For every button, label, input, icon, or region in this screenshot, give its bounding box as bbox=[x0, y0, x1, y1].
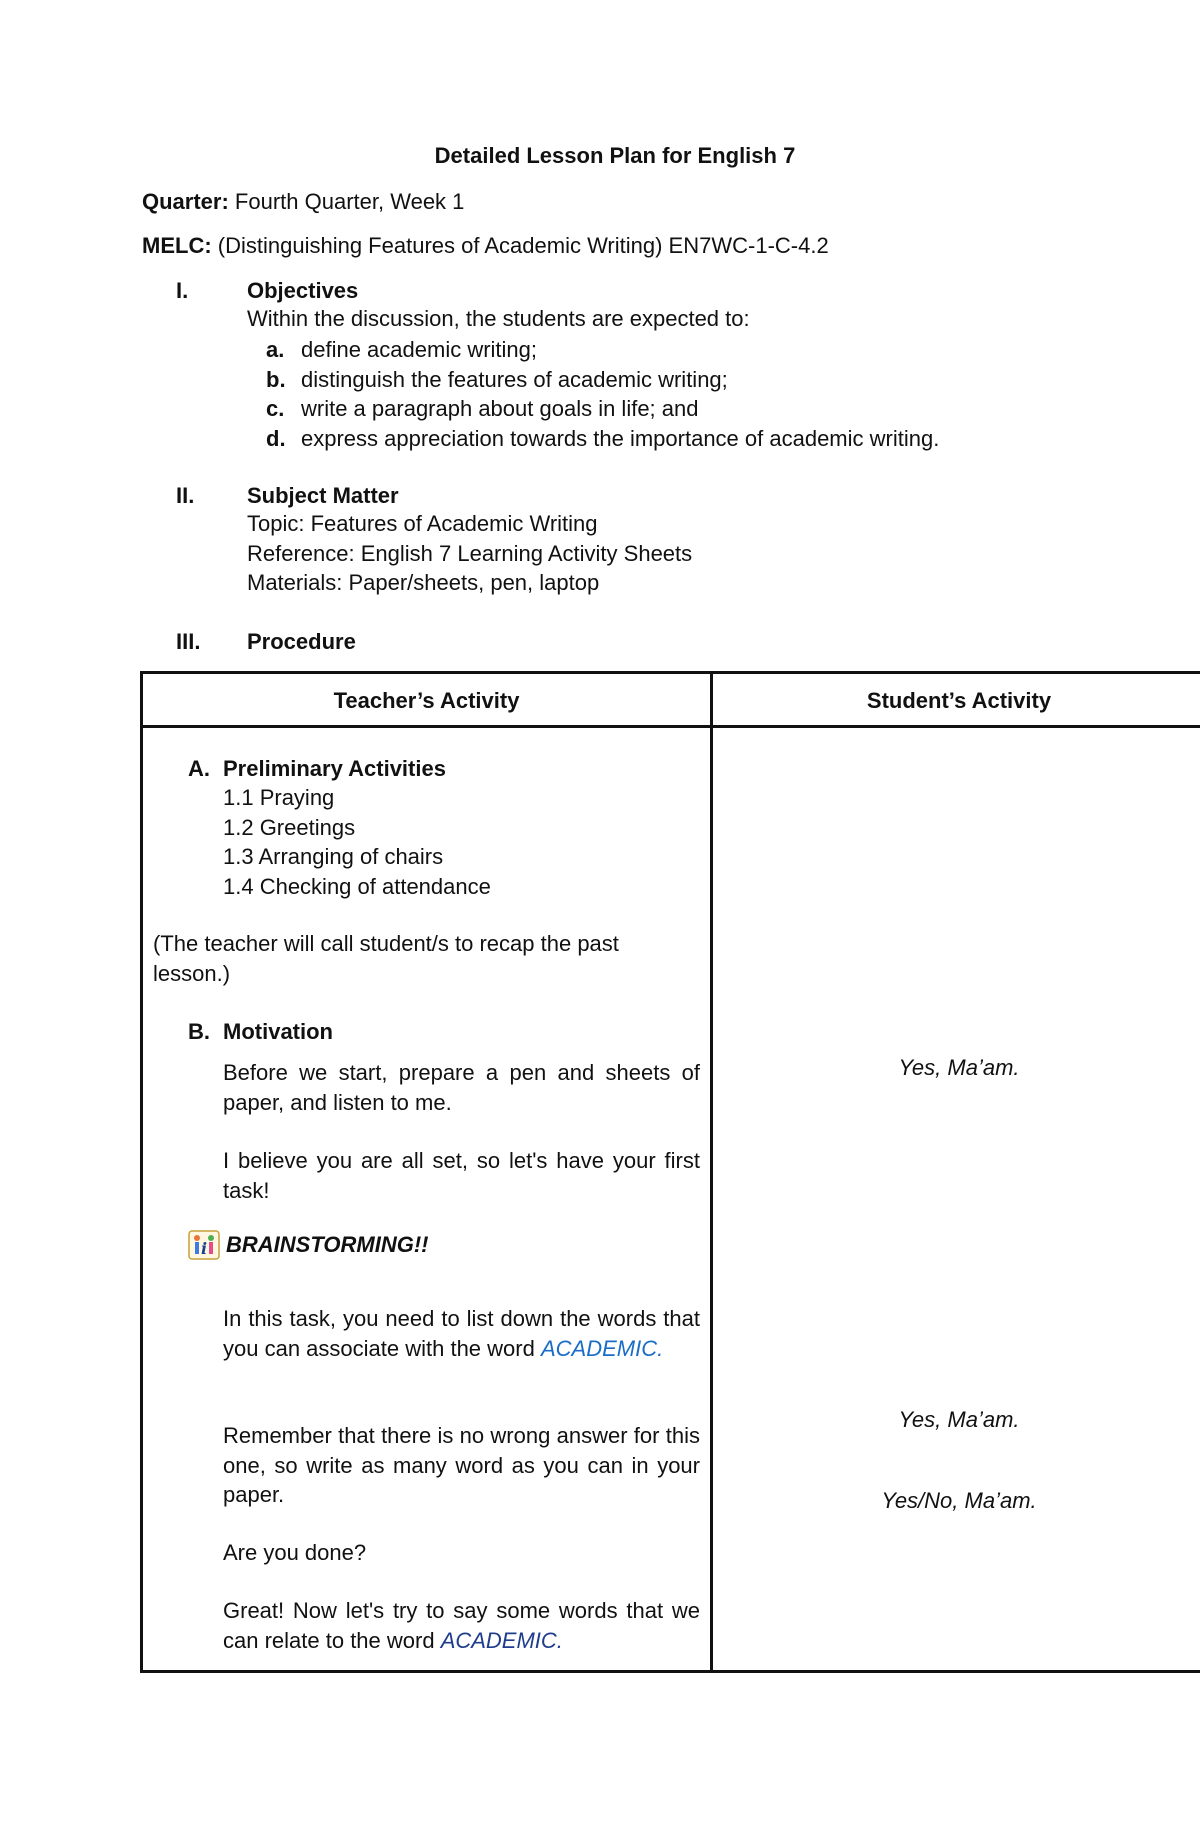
academic-keyword: ACADEMIC. bbox=[540, 1335, 664, 1361]
motivation-paragraph-6: Great! Now let's try to say some words that we can relate to the word ACADEMIC. bbox=[223, 1598, 700, 1653]
teacher-activity-header: Teacher’s Activity bbox=[333, 688, 520, 713]
quarter-label: Quarter: bbox=[142, 189, 229, 214]
topic-line: Topic: Features of Academic Writing bbox=[247, 511, 598, 536]
motivation-paragraph-2: I believe you are all set, so let's have your first task! bbox=[223, 1148, 700, 1203]
prelim-item: 1.2 Greetings bbox=[223, 814, 356, 840]
subject-matter-details bbox=[247, 509, 692, 598]
prelim-list bbox=[223, 783, 491, 901]
motivation-heading: B. Motivation bbox=[188, 1019, 333, 1044]
recap-instruction: (The teacher will call student/s to recap the past lesson.) bbox=[153, 931, 619, 986]
procedure-heading: Procedure bbox=[247, 629, 356, 654]
student-response: Yes/No, Ma’am. bbox=[881, 1488, 1037, 1513]
brainstorming-label: i BRAINSTORMING!! bbox=[188, 1230, 428, 1260]
objectives-intro: Within the discussion, the students are expected to: bbox=[247, 306, 750, 331]
prelim-item: 1.3 Arranging of chairs bbox=[223, 844, 444, 869]
student-activity-header: Student’s Activity bbox=[866, 688, 1052, 713]
quarter-line bbox=[142, 189, 464, 215]
header-divider bbox=[143, 725, 1200, 728]
objective-item: c. write a paragraph about goals in life; and bbox=[266, 396, 699, 421]
materials-line: Materials: Paper/sheets, pen, laptop bbox=[247, 570, 600, 595]
subject-matter-numeral: II. bbox=[176, 483, 195, 508]
task-icon bbox=[188, 1230, 220, 1260]
motivation-paragraph-4: Remember that there is no wrong answer for this one, so write as many word as you can in your paper. bbox=[223, 1423, 700, 1507]
procedure-table bbox=[140, 671, 1200, 1673]
prelim-item: 1.1 Praying bbox=[223, 785, 335, 810]
motivation-paragraph-1: Before we start, prepare a pen and sheets of paper, and listen to me. bbox=[223, 1060, 700, 1115]
reference-line: Reference: English 7 Learning Activity Sheets bbox=[247, 540, 693, 566]
objectives-heading: Objectives bbox=[247, 278, 359, 303]
melc-value: (Distinguishing Features of Academic Writing) EN7WC-1-C-4.2 bbox=[217, 233, 829, 258]
prelim-heading: A. Preliminary Activities bbox=[188, 756, 446, 781]
objectives-list bbox=[266, 335, 939, 453]
svg-text:i: i bbox=[200, 1239, 208, 1258]
student-response: Yes, Ma’am. bbox=[898, 1407, 1020, 1432]
motivation-paragraph-3: In this task, you need to list down the words that you can associate with the word ACADEMIC. bbox=[223, 1306, 700, 1361]
objective-item: a. define academic writing; bbox=[266, 337, 538, 362]
objectives-numeral: I. bbox=[176, 278, 189, 303]
melc-line bbox=[142, 233, 829, 259]
academic-keyword: ACADEMIC. bbox=[440, 1627, 563, 1653]
melc-label: MELC: bbox=[142, 233, 212, 258]
document-title: Detailed Lesson Plan for English 7 bbox=[434, 143, 796, 168]
procedure-numeral: III. bbox=[176, 629, 201, 654]
prelim-item: 1.4 Checking of attendance bbox=[223, 873, 491, 899]
objective-item: b. distinguish the features of academic writing; bbox=[266, 366, 728, 392]
motivation-paragraph-5: Are you done? bbox=[223, 1540, 367, 1565]
subject-matter-heading: Subject Matter bbox=[247, 483, 399, 508]
objective-item: d. express appreciation towards the importance of academic writing. bbox=[266, 425, 940, 451]
student-response: Yes, Ma’am. bbox=[898, 1055, 1020, 1080]
quarter-value: Fourth Quarter, Week 1 bbox=[234, 189, 465, 214]
column-divider bbox=[710, 674, 713, 1670]
